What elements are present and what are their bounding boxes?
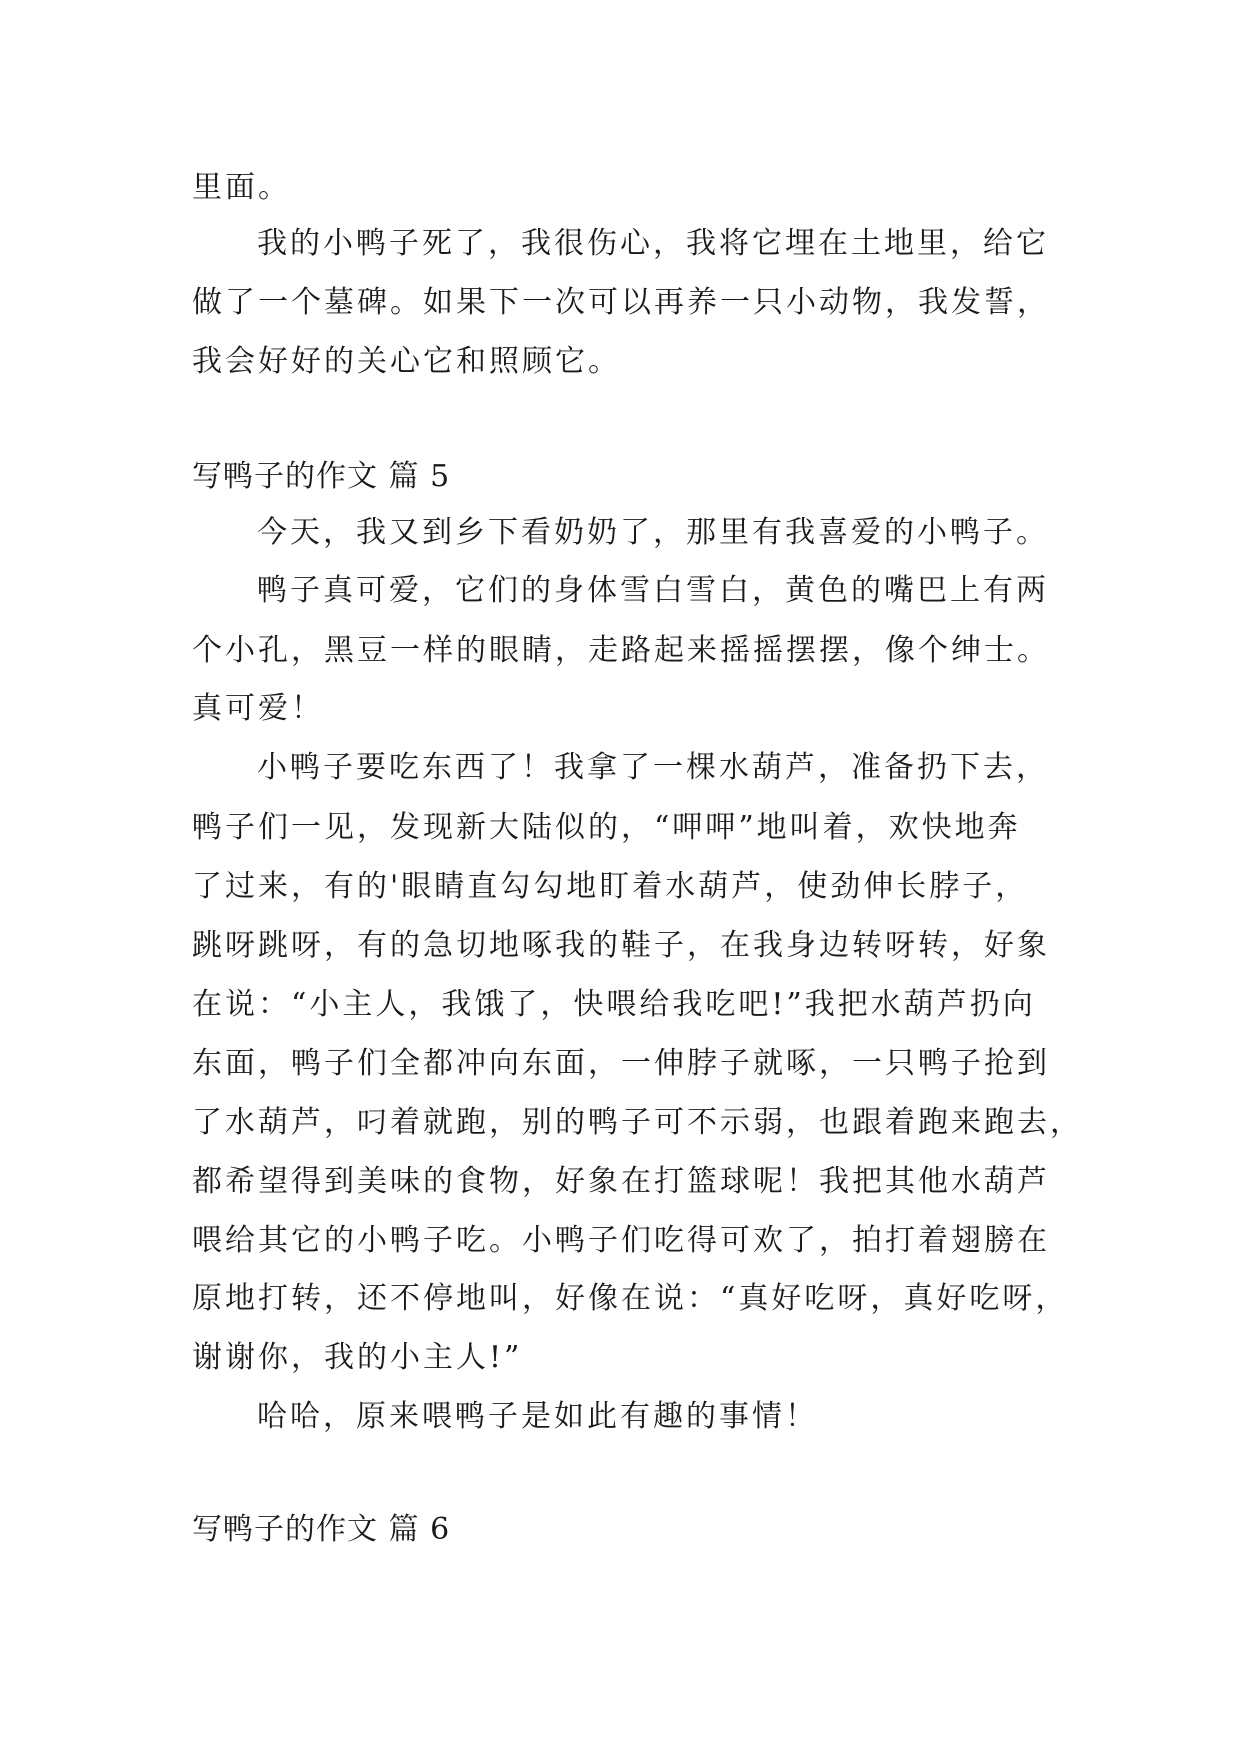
paragraph-line: 小鸭子要吃东西了！我拿了一棵水葫芦，准备扔下去，: [257, 750, 1049, 785]
section-heading: 写鸭子的作文 篇 5: [192, 459, 451, 494]
paragraph-line: 个小孔，黑豆一样的眼睛，走路起来摇摇摆摆，像个绅士。: [192, 633, 1050, 668]
paragraph-line: 喂给其它的小鸭子吃。小鸭子们吃得可欢了，拍打着翅膀在: [192, 1223, 1050, 1258]
paragraph-line: 哈哈，原来喂鸭子是如此有趣的事情！: [257, 1399, 818, 1434]
paragraph-line: 今天，我又到乡下看奶奶了，那里有我喜爱的小鸭子。: [257, 515, 1049, 550]
paragraph-line: 了水葫芦，叼着就跑，别的鸭子可不示弱，也跟着跑来跑去，: [192, 1105, 1083, 1140]
paragraph-line: 真可爱！: [192, 691, 324, 726]
paragraph-line: 鸭子真可爱，它们的身体雪白雪白，黄色的嘴巴上有两: [257, 573, 1049, 608]
paragraph-line: 原地打转，还不停地叫，好像在说：“真好吃呀，真好吃呀，: [192, 1281, 1069, 1316]
paragraph-line: 跳呀跳呀，有的急切地啄我的鞋子，在我身边转呀转，好象: [192, 928, 1050, 963]
paragraph-line: 了过来，有的'眼睛直勾勾地盯着水葫芦，使劲伸长脖子，: [192, 869, 1029, 904]
paragraph-line: 我会好好的关心它和照顾它。: [192, 344, 621, 379]
section-heading: 写鸭子的作文 篇 6: [192, 1512, 451, 1547]
paragraph-line: 谢谢你，我的小主人!”: [192, 1340, 523, 1375]
paragraph-line: 做了一个墓碑。如果下一次可以再养一只小动物，我发誓，: [192, 285, 1050, 320]
paragraph-line: 我的小鸭子死了，我很伤心，我将它埋在土地里，给它: [257, 226, 1049, 261]
paragraph-line: 里面。: [192, 170, 291, 205]
paragraph-line: 在说：“小主人，我饿了，快喂给我吃吧!”我把水葫芦扔向: [192, 987, 1036, 1022]
paragraph-line: 都希望得到美味的食物，好象在打篮球呢！我把其他水葫芦: [192, 1164, 1050, 1199]
paragraph-line: 鸭子们一见，发现新大陆似的，“呷呷”地叫着，欢快地奔: [192, 810, 1021, 845]
paragraph-line: 东面，鸭子们全都冲向东面，一伸脖子就啄，一只鸭子抢到: [192, 1046, 1050, 1081]
